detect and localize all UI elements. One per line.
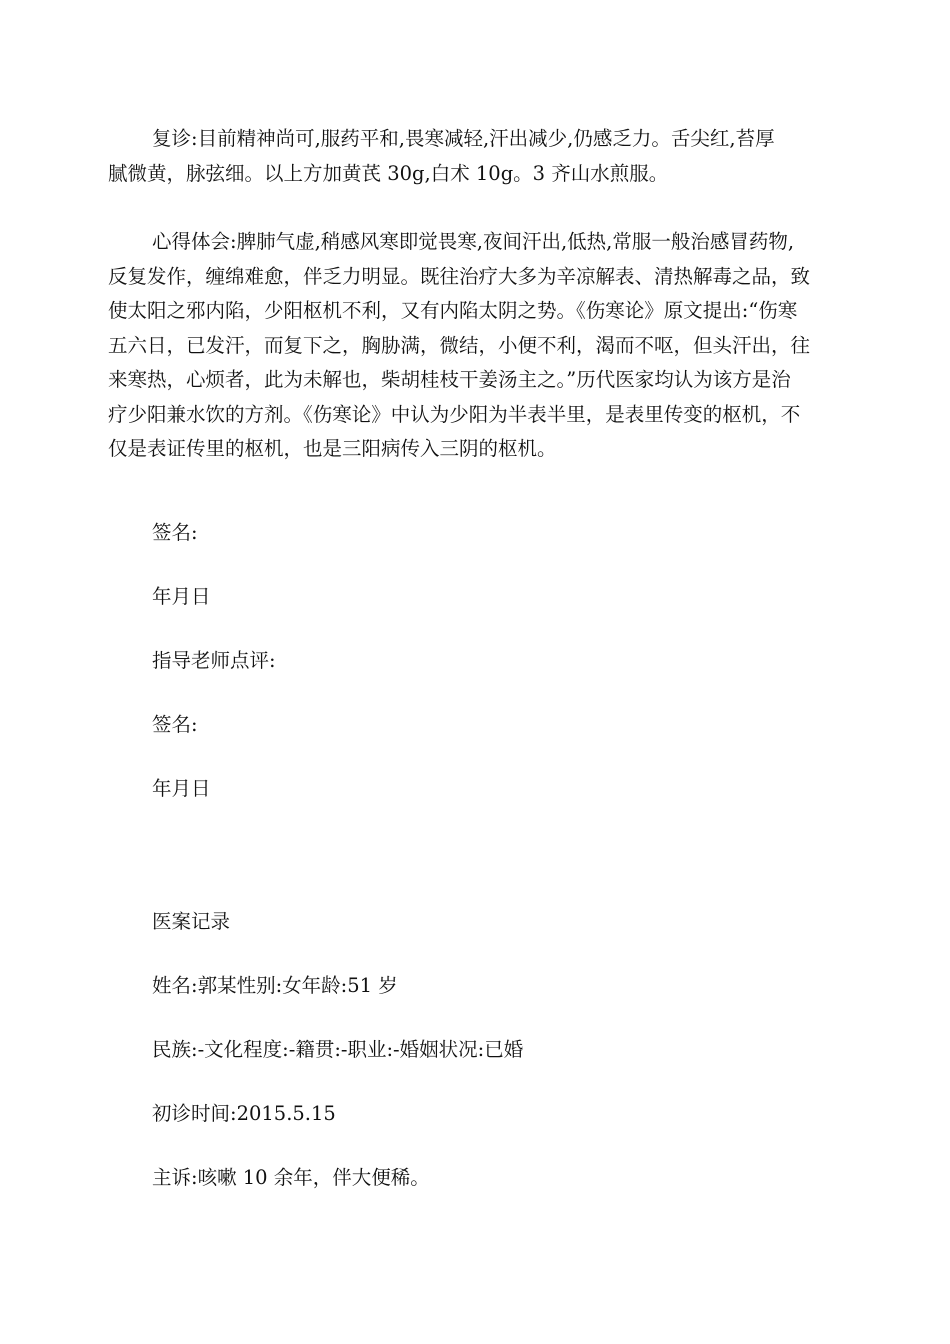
reflection-line-3: 使太阳之邪内陷，少阳枢机不利，又有内陷太阴之势。《伤寒论》原文提出:“伤寒 bbox=[108, 299, 798, 322]
reflection-line-7: 仅是表证传里的枢机，也是三阳病传入三阴的枢机。 bbox=[108, 437, 557, 460]
patient-background-line: 民族:-文化程度:-籍贯:-职业:-婚姻状况:已婚 bbox=[152, 1038, 524, 1061]
followup-paragraph bbox=[108, 122, 828, 191]
chief-complaint-line: 主诉:咳嗽 10 余年，伴大便稀。 bbox=[152, 1166, 430, 1189]
reflection-line-4: 五六日，已发汗，而复下之，胸胁满，微结，小便不利，渴而不呕，但头汗出，往 bbox=[108, 333, 811, 357]
signature-label-1: 签名: bbox=[152, 521, 198, 544]
first-visit-line: 初诊时间:2015.5.15 bbox=[152, 1102, 336, 1125]
teacher-comment-label: 指导老师点评: bbox=[152, 649, 276, 672]
followup-line-2: 腻微黄，脉弦细。以上方加黄芪 30g,白术 10g。3 齐山水煎服。 bbox=[108, 161, 669, 185]
signature-label-2: 签名: bbox=[152, 713, 198, 736]
reflection-line-5: 来寒热，心烦者，此为未解也，柴胡桂枝干姜汤主之。”历代医家均认为该方是治 bbox=[108, 368, 791, 391]
date-label-2: 年月日 bbox=[152, 777, 211, 800]
reflection-line-1: 心得体会:脾肺气虚,稍感风寒即觉畏寒,夜间汗出,低热,常服一般治感冒药物, bbox=[152, 230, 795, 253]
reflection-line-2: 反复发作，缠绵难愈，伴乏力明显。既往治疗大多为辛凉解表、清热解毒之品，致 bbox=[108, 264, 811, 288]
patient-name-line: 姓名:郭某性别:女年龄:51 岁 bbox=[152, 974, 398, 997]
date-label-1: 年月日 bbox=[152, 585, 211, 608]
followup-line-1: 复诊:目前精神尚可,服药平和,畏寒减轻,汗出减少,仍感乏力。舌尖红,苔厚 bbox=[152, 127, 775, 150]
case-record-title: 医案记录 bbox=[152, 910, 231, 933]
reflection-line-6: 疗少阳兼水饮的方剂。《伤寒论》中认为少阳为半表半里，是表里传变的枢机，不 bbox=[108, 402, 801, 426]
reflection-paragraph bbox=[108, 225, 828, 467]
